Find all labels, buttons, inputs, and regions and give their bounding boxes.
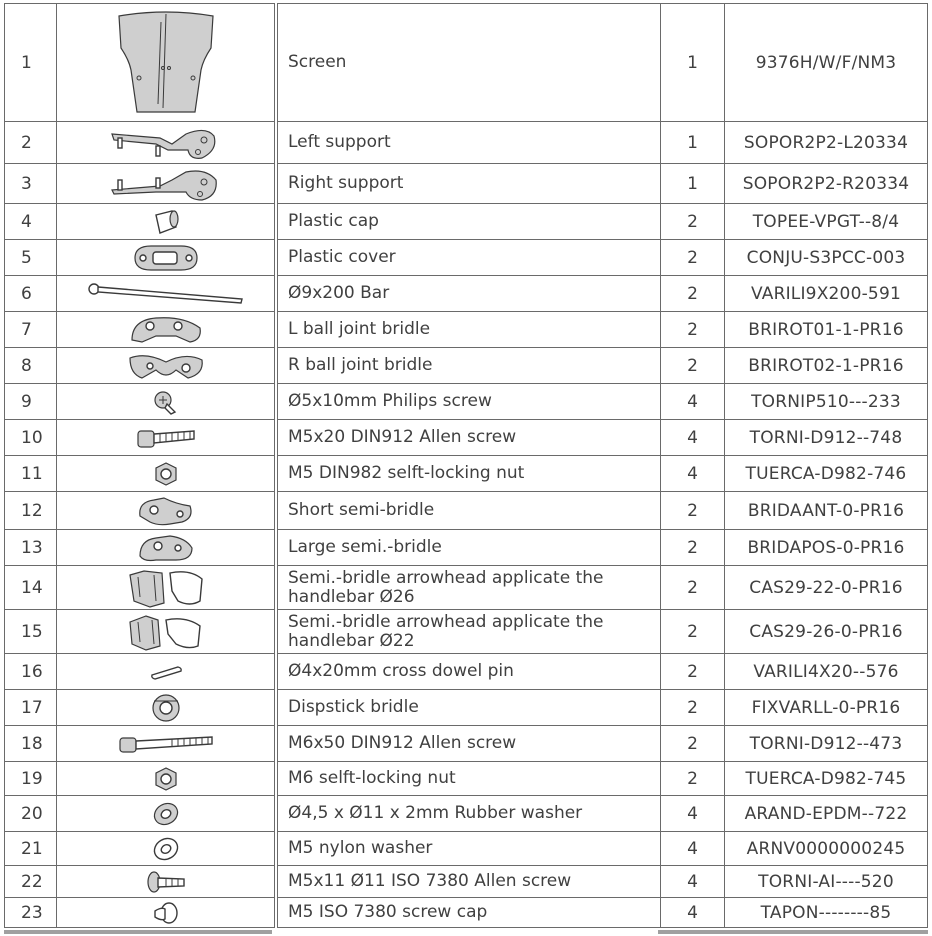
left-support-icon (57, 122, 275, 164)
ball-joint-bridle-icon (57, 348, 275, 384)
plastic-cap-icon (57, 204, 275, 240)
item-description: Screen (278, 4, 661, 122)
table-row (5, 654, 928, 690)
plastic-cover-icon (57, 240, 275, 276)
item-code: FIXVARLL-0-PR16 (725, 690, 928, 726)
table-row (5, 832, 928, 866)
bottom-rule-left (4, 930, 272, 934)
item-code: SOPOR2P2-R20334 (725, 164, 928, 204)
dowel-pin-icon (57, 654, 275, 690)
item-description: M5x20 DIN912 Allen screw (278, 420, 661, 456)
item-number: 23 (5, 898, 57, 928)
semi-bridle-icon (57, 492, 275, 530)
button-screw-icon (57, 866, 275, 898)
table-row (5, 312, 928, 348)
table-row (5, 384, 928, 420)
right-support-icon (57, 164, 275, 204)
item-description: Dispstick bridle (278, 690, 661, 726)
table-row (5, 164, 928, 204)
item-quantity: 2 (661, 204, 725, 240)
bar-icon (57, 276, 275, 312)
arrowhead-bridle-icon (57, 566, 275, 610)
item-number: 5 (5, 240, 57, 276)
item-number: 1 (5, 4, 57, 122)
item-description: Short semi-bridle (278, 492, 661, 530)
arrowhead-bridle-icon (57, 610, 275, 654)
item-code: CAS29-22-0-PR16 (725, 566, 928, 610)
item-number: 20 (5, 796, 57, 832)
item-code: TORNIP510---233 (725, 384, 928, 420)
item-number: 15 (5, 610, 57, 654)
table-row (5, 796, 928, 832)
item-quantity: 2 (661, 530, 725, 566)
item-description: Ø9x200 Bar (278, 276, 661, 312)
item-number: 17 (5, 690, 57, 726)
item-number: 3 (5, 164, 57, 204)
item-number: 7 (5, 312, 57, 348)
item-code: TOPEE-VPGT--8/4 (725, 204, 928, 240)
table-row (5, 898, 928, 928)
item-description: L ball joint bridle (278, 312, 661, 348)
item-quantity: 2 (661, 492, 725, 530)
item-code: TORNI-AI----520 (725, 866, 928, 898)
item-number: 18 (5, 726, 57, 762)
item-description: Ø4,5 x Ø11 x 2mm Rubber washer (278, 796, 661, 832)
item-code: TUERCA-D982-746 (725, 456, 928, 492)
table-row (5, 726, 928, 762)
item-code: BRIDAPOS-0-PR16 (725, 530, 928, 566)
item-description: Ø4x20mm cross dowel pin (278, 654, 661, 690)
item-code: TUERCA-D982-745 (725, 762, 928, 796)
item-description: M6 selft-locking nut (278, 762, 661, 796)
item-code: VARILI9X200-591 (725, 276, 928, 312)
item-number: 9 (5, 384, 57, 420)
item-quantity: 4 (661, 384, 725, 420)
item-code: CAS29-26-0-PR16 (725, 610, 928, 654)
item-number: 14 (5, 566, 57, 610)
item-description: Ø5x10mm Philips screw (278, 384, 661, 420)
item-quantity: 1 (661, 122, 725, 164)
item-description: M5 DIN982 selft-locking nut (278, 456, 661, 492)
table-row (5, 762, 928, 796)
item-description: Semi.-bridle arrowhead applicate the handlebar Ø26 (278, 566, 661, 610)
bottom-rule-right (658, 930, 928, 934)
dipstick-bridle-icon (57, 690, 275, 726)
table-row (5, 492, 928, 530)
item-code: 9376H/W/F/NM3 (725, 4, 928, 122)
washer-icon (57, 796, 275, 832)
item-code: BRIROT01-1-PR16 (725, 312, 928, 348)
item-description: M5x11 Ø11 ISO 7380 Allen screw (278, 866, 661, 898)
item-description: Left support (278, 122, 661, 164)
table-row (5, 4, 928, 122)
item-number: 8 (5, 348, 57, 384)
item-code: TORNI-D912--748 (725, 420, 928, 456)
table-row (5, 276, 928, 312)
item-number: 22 (5, 866, 57, 898)
nut-icon (57, 762, 275, 796)
item-description: M5 ISO 7380 screw cap (278, 898, 661, 928)
item-code: BRIROT02-1-PR16 (725, 348, 928, 384)
item-code: TORNI-D912--473 (725, 726, 928, 762)
item-code: ARNV0000000245 (725, 832, 928, 866)
item-quantity: 2 (661, 610, 725, 654)
item-quantity: 4 (661, 456, 725, 492)
item-number: 11 (5, 456, 57, 492)
item-description: Plastic cap (278, 204, 661, 240)
item-code: SOPOR2P2-L20334 (725, 122, 928, 164)
washer-icon (57, 832, 275, 866)
item-number: 21 (5, 832, 57, 866)
item-quantity: 2 (661, 240, 725, 276)
item-quantity: 2 (661, 312, 725, 348)
item-number: 4 (5, 204, 57, 240)
table-row (5, 566, 928, 610)
table-row (5, 690, 928, 726)
item-description: Plastic cover (278, 240, 661, 276)
screw-cap-icon (57, 898, 275, 928)
table-row (5, 240, 928, 276)
item-quantity: 4 (661, 420, 725, 456)
item-number: 12 (5, 492, 57, 530)
item-code: CONJU-S3PCC-003 (725, 240, 928, 276)
item-code: VARILI4X20--576 (725, 654, 928, 690)
philips-screw-icon (57, 384, 275, 420)
item-description: M5 nylon washer (278, 832, 661, 866)
item-quantity: 2 (661, 348, 725, 384)
item-number: 16 (5, 654, 57, 690)
item-number: 19 (5, 762, 57, 796)
item-quantity: 2 (661, 566, 725, 610)
table-row (5, 866, 928, 898)
item-description: M6x50 DIN912 Allen screw (278, 726, 661, 762)
item-quantity: 2 (661, 762, 725, 796)
semi-bridle-icon (57, 530, 275, 566)
item-number: 6 (5, 276, 57, 312)
item-quantity: 2 (661, 276, 725, 312)
item-quantity: 4 (661, 866, 725, 898)
item-code: ARAND-EPDM--722 (725, 796, 928, 832)
item-quantity: 2 (661, 726, 725, 762)
item-quantity: 4 (661, 832, 725, 866)
item-code: BRIDAANT-0-PR16 (725, 492, 928, 530)
nut-icon (57, 456, 275, 492)
table-row (5, 610, 928, 654)
item-number: 13 (5, 530, 57, 566)
table-row (5, 122, 928, 164)
item-code: TAPON--------85 (725, 898, 928, 928)
item-quantity: 2 (661, 654, 725, 690)
long-allen-screw-icon (57, 726, 275, 762)
ball-joint-bridle-icon (57, 312, 275, 348)
item-description: Large semi.-bridle (278, 530, 661, 566)
screen-icon (57, 4, 275, 122)
item-quantity: 4 (661, 796, 725, 832)
item-number: 2 (5, 122, 57, 164)
item-quantity: 1 (661, 164, 725, 204)
allen-screw-icon (57, 420, 275, 456)
table-row (5, 420, 928, 456)
table-row (5, 530, 928, 566)
item-description: Right support (278, 164, 661, 204)
item-quantity: 4 (661, 898, 725, 928)
table-row (5, 456, 928, 492)
parts-table (4, 3, 928, 928)
item-description: Semi.-bridle arrowhead applicate the handlebar Ø22 (278, 610, 661, 654)
table-row (5, 204, 928, 240)
item-quantity: 2 (661, 690, 725, 726)
item-quantity: 1 (661, 4, 725, 122)
item-number: 10 (5, 420, 57, 456)
table-row (5, 348, 928, 384)
item-description: R ball joint bridle (278, 348, 661, 384)
parts-list (4, 3, 928, 933)
